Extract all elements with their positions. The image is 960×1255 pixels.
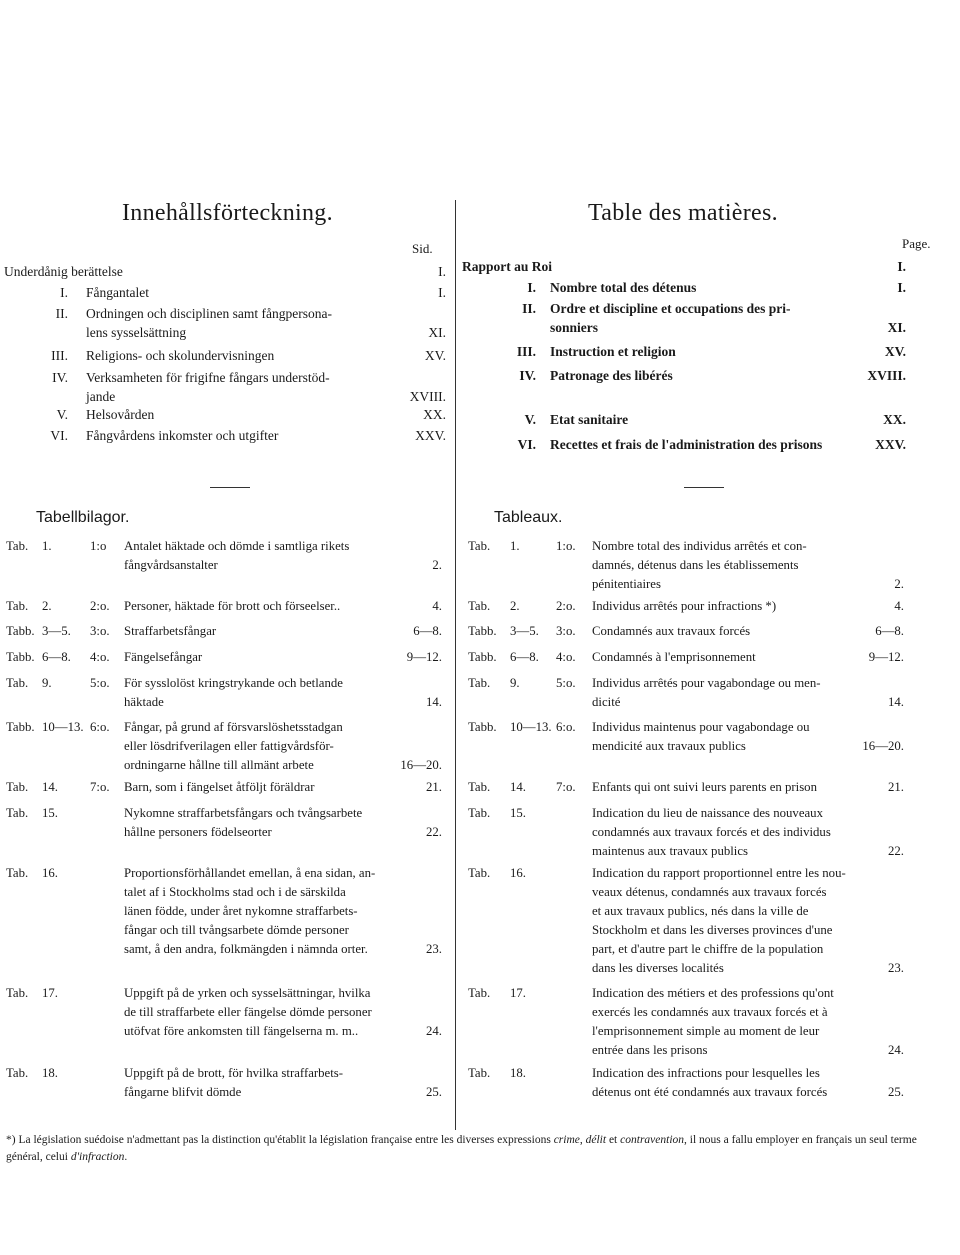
toc-entry-text <box>550 299 846 337</box>
table-entry-line: exercés les condamnés aux travaux forcés et à <box>592 1005 828 1019</box>
toc-entry <box>4 262 446 281</box>
table-entry <box>6 984 442 1041</box>
table-entry-label: Tab. <box>468 806 491 820</box>
table-entry-page: 24. <box>426 1024 442 1038</box>
toc-entry-line: Instruction et religion <box>550 344 676 359</box>
table-entry <box>468 718 904 756</box>
toc-entry-page: I. <box>438 264 446 279</box>
table-entry-line: fångar och till tvångsarbete dömde personer <box>124 923 349 937</box>
table-entry-ordinal: 6:o. <box>556 720 576 734</box>
footnote <box>6 1132 954 1166</box>
table-entry-page: 4. <box>432 599 442 613</box>
toc-entry <box>462 278 906 297</box>
table-entry-ordinal: 7:o. <box>90 780 110 794</box>
table-entry-line: dicité <box>592 695 621 709</box>
toc-entry-line: Etat sanitaire <box>550 412 629 427</box>
table-entry-label: Tab. <box>6 806 29 820</box>
toc-entry-text <box>550 366 846 385</box>
table-entry-line: Individus arrêtés pour vagabondage ou men- <box>592 676 821 690</box>
table-entry-description <box>124 597 392 616</box>
toc-entry-page: XI. <box>428 325 446 340</box>
toc-entry-number: II. <box>522 301 536 316</box>
table-entry-label: Tab. <box>468 780 491 794</box>
table-entry-label: Tab. <box>6 599 29 613</box>
toc-entry-text <box>86 283 386 302</box>
table-entry-description <box>592 984 860 1060</box>
table-entry-description <box>124 648 392 667</box>
table-entry-description <box>592 804 860 861</box>
toc-entry-number: VI. <box>517 437 536 452</box>
table-entry-page: 16—20. <box>862 739 904 753</box>
toc-entry-page: I. <box>438 285 446 300</box>
toc-entry-line: jande <box>86 389 116 404</box>
toc-entry-text <box>4 262 386 281</box>
table-entry-page: 23. <box>426 942 442 956</box>
table-entry-number: 9. <box>510 676 520 690</box>
table-entry-number: 1. <box>510 539 520 553</box>
toc-entry-number: V. <box>524 412 536 427</box>
table-entry-ordinal: 5:o. <box>556 676 576 690</box>
toc-entry-line: lens sysselsättning <box>86 325 187 340</box>
table-entry-line: de till straffarbete eller fängelse dömde personer <box>124 1005 372 1019</box>
table-entry-number: 6—8. <box>42 650 71 664</box>
table-entry-ordinal: 3:o. <box>90 624 110 638</box>
table-entry-description <box>124 804 392 842</box>
table-entry-number: 9. <box>42 676 52 690</box>
toc-entry-line: Nombre total des détenus <box>550 280 697 295</box>
toc-entry-line: Recettes et frais de l'administration des prisons <box>550 437 823 452</box>
table-entry-description <box>592 718 860 756</box>
table-entry-line: dans les diverses localités <box>592 961 724 975</box>
table-entry-line: För sysslolöst kringstrykande och betlande <box>124 676 343 690</box>
toc-entry-line: Underdånig berättelse <box>4 264 123 279</box>
table-entry <box>6 864 442 959</box>
table-entry-description <box>124 1064 392 1102</box>
table-entry-number: 18. <box>510 1066 526 1080</box>
toc-entry-page: XXV. <box>415 428 446 443</box>
table-entry-description <box>124 864 392 959</box>
table-entry-page: 22. <box>888 844 904 858</box>
table-entry-description <box>592 648 860 667</box>
table-entry <box>468 674 904 712</box>
table-entry-ordinal: 2:o. <box>556 599 576 613</box>
toc-entry-page: XX. <box>423 407 446 422</box>
table-entry <box>468 622 904 641</box>
table-entry <box>6 778 442 797</box>
table-entry-label: Tab. <box>468 866 491 880</box>
toc-entry-text <box>550 410 846 429</box>
table-entry-line: Individus maintenus pour vagabondage ou <box>592 720 810 734</box>
table-entry-number: 18. <box>42 1066 58 1080</box>
table-entry <box>468 804 904 861</box>
table-entry-line: pénitentiaires <box>592 577 661 591</box>
table-entry-number: 16. <box>42 866 58 880</box>
table-entry <box>6 622 442 641</box>
table-entry-label: Tab. <box>6 780 29 794</box>
table-entry-description <box>592 864 860 978</box>
toc-entry-line: Rapport au Roi <box>462 259 553 274</box>
toc-entry-number: II. <box>55 306 68 321</box>
table-entry-label: Tabb. <box>468 720 497 734</box>
table-entry-description <box>592 622 860 641</box>
table-entry <box>6 537 442 575</box>
footnote-text: . <box>124 1151 128 1163</box>
table-entry-line: entrée dans les prisons <box>592 1043 708 1057</box>
table-entry-line: Fångar, på grund af försvarslöshetsstadgan <box>124 720 343 734</box>
toc-entry <box>462 366 906 385</box>
table-entry-line: mendicité aux travaux publics <box>592 739 746 753</box>
table-entry-number: 16. <box>510 866 526 880</box>
column-divider <box>455 200 456 1130</box>
table-entry-line: Nykomne straffarbetsfångars och tvångsarbete <box>124 806 363 820</box>
table-entry-line: Personer, häktade för brott och förseelser.. <box>124 599 341 613</box>
table-entry-description <box>592 537 860 594</box>
table-entry-description <box>592 778 860 797</box>
table-entry-description <box>592 674 860 712</box>
toc-entry <box>4 368 446 406</box>
table-entry-line: Enfants qui ont suivi leurs parents en prison <box>592 780 817 794</box>
table-entry-line: Straffarbetsfångar <box>124 624 217 638</box>
table-entry-line: et aux travaux publics, nés dans la ville de <box>592 904 809 918</box>
table-entry-description <box>124 718 392 775</box>
table-entry-description <box>124 674 392 712</box>
toc-entry-page: XVIII. <box>409 389 446 404</box>
toc-entry-text <box>86 346 386 365</box>
table-entry-number: 3—5. <box>42 624 71 638</box>
toc-entry-line: Ordningen och disciplinen samt fångpersona- <box>86 306 332 321</box>
table-entry <box>468 778 904 797</box>
left-tables-header: Tabellbilagor. <box>36 509 130 526</box>
toc-entry-text <box>86 304 386 342</box>
table-entry-page: 2. <box>894 577 904 591</box>
table-entry <box>468 597 904 616</box>
table-entry-label: Tab. <box>468 1066 491 1080</box>
toc-entry-page: I. <box>897 280 906 295</box>
table-entry <box>6 1064 442 1102</box>
table-entry-line: maintenus aux travaux publics <box>592 844 749 858</box>
table-entry-number: 15. <box>510 806 526 820</box>
table-entry-line: fångarne blifvit dömde <box>124 1085 242 1099</box>
toc-entry-line: Helsovården <box>86 407 155 422</box>
toc-entry <box>462 435 906 454</box>
toc-entry <box>462 342 906 361</box>
table-entry-line: détenus ont été condamnés aux travaux forcés <box>592 1085 828 1099</box>
footnote-term: contravention <box>620 1134 685 1146</box>
table-entry-line: häktade <box>124 695 164 709</box>
table-entry-page: 25. <box>426 1085 442 1099</box>
table-entry <box>468 648 904 667</box>
table-entry-line: fångvårdsanstalter <box>124 558 218 572</box>
table-entry <box>6 648 442 667</box>
table-entry-line: länen födde, under året nykomne straffarbets- <box>124 904 358 918</box>
table-entry-description <box>124 537 392 575</box>
table-entry-number: 3—5. <box>510 624 539 638</box>
toc-entry-number: III. <box>516 344 536 359</box>
table-entry-label: Tab. <box>6 986 29 1000</box>
toc-entry-number: IV. <box>519 368 536 383</box>
table-entry-label: Tabb. <box>468 624 497 638</box>
table-entry-line: Barn, som i fängelset åtföljt föräldrar <box>124 780 315 794</box>
footnote-term: d'infraction <box>70 1151 125 1163</box>
table-entry-line: Antalet häktade och dömde i samtliga rikets <box>124 539 350 553</box>
table-entry-description <box>124 984 392 1041</box>
toc-entry-text <box>550 278 846 297</box>
toc-entry-line: Religions- och skolundervisningen <box>86 348 275 363</box>
table-entry-label: Tab. <box>468 539 491 553</box>
table-entry-number: 2. <box>510 599 520 613</box>
toc-entry-line: Patronage des libérés <box>550 368 673 383</box>
table-entry-line: ordningarne hållne till allmänt arbete <box>124 758 314 772</box>
table-entry-line: Condamnés à l'emprisonnement <box>592 650 756 664</box>
table-entry-line: Individus arrêtés pour infractions *) <box>592 599 777 613</box>
toc-entry-page: XVIII. <box>867 368 906 383</box>
toc-entry-line: Fångvårdens inkomster och utgifter <box>86 428 279 443</box>
toc-entry <box>4 426 446 445</box>
table-entry-line: damnés, détenus dans les établissements <box>592 558 799 572</box>
footnote-term: délit <box>585 1134 607 1146</box>
table-entry-page: 21. <box>888 780 904 794</box>
table-entry <box>6 597 442 616</box>
table-entry-label: Tabb. <box>468 650 497 664</box>
footnote-text: *) La législation suédoise n'admettant pas la distinction qu'établit la législation française entre les diverses expressions <box>6 1134 554 1146</box>
toc-entry-number: VI. <box>50 428 68 443</box>
table-entry-page: 24. <box>888 1043 904 1057</box>
table-entry-line: utöfvat före ankomsten till fängelserna m. m.. <box>124 1024 359 1038</box>
table-entry-line: samt, å den andra, folkmängden i nämnda orter. <box>124 942 368 956</box>
toc-entry-page: XV. <box>424 348 446 363</box>
table-entry-page: 14. <box>888 695 904 709</box>
toc-entry <box>462 410 906 429</box>
table-entry-line: Proportionsförhållandet emellan, å ena sidan, an- <box>124 866 376 880</box>
table-entry-page: 23. <box>888 961 904 975</box>
table-entry-page: 22. <box>426 825 442 839</box>
left-page-header: Sid. <box>412 241 433 256</box>
table-entry-label: Tab. <box>468 599 491 613</box>
table-entry-label: Tab. <box>6 866 29 880</box>
table-entry-page: 6—8. <box>875 624 904 638</box>
toc-entry <box>4 346 446 365</box>
toc-entry-number: I. <box>60 285 68 300</box>
footnote-text: et <box>606 1134 621 1146</box>
toc-entry-number: V. <box>56 407 68 422</box>
table-entry-line: veaux détenus, condamnés aux travaux forcés <box>592 885 827 899</box>
table-entry <box>6 674 442 712</box>
toc-entry-page: XV. <box>884 344 906 359</box>
table-entry-line: part, et d'autre part le chiffre de la population <box>592 942 824 956</box>
table-entry-description <box>124 622 392 641</box>
table-entry-page: 2. <box>432 558 442 572</box>
table-entry-line: Uppgift på de brott, för hvilka straffarbets- <box>124 1066 344 1080</box>
table-entry-description <box>592 597 860 616</box>
footnote-text: , il nous a fallu employer en français un seul terme général, celui <box>6 1134 917 1163</box>
table-entry-label: Tab. <box>6 1066 29 1080</box>
table-entry-number: 10—13. <box>42 720 84 734</box>
toc-entry-text <box>462 257 846 276</box>
table-entry <box>468 537 904 594</box>
table-entry <box>6 804 442 842</box>
toc-entry-text <box>550 435 846 454</box>
table-entry-number: 2. <box>42 599 52 613</box>
table-entry-description <box>124 778 392 797</box>
table-entry-label: Tabb. <box>6 650 35 664</box>
table-entry-page: 25. <box>888 1085 904 1099</box>
table-entry-line: Uppgift på de yrken och sysselsättningar, hvilka <box>124 986 371 1000</box>
table-entry-page: 9—12. <box>406 650 442 664</box>
toc-entry-page: XI. <box>887 320 906 335</box>
table-entry-line: Indication des infractions pour lesquelles les <box>592 1066 820 1080</box>
table-entry-description <box>592 1064 860 1102</box>
table-entry-line: Stockholm et dans les diverses provinces d'une <box>592 923 833 937</box>
table-entry-line: Condamnés aux travaux forcés <box>592 624 751 638</box>
table-entry-ordinal: 1:o. <box>556 539 576 553</box>
table-entry-ordinal: 4:o. <box>556 650 576 664</box>
table-entry-label: Tab. <box>468 986 491 1000</box>
toc-entry-text <box>550 342 846 361</box>
table-entry <box>6 718 442 775</box>
table-entry-ordinal: 5:o. <box>90 676 110 690</box>
toc-entry-number: I. <box>527 280 536 295</box>
toc-entry <box>4 304 446 342</box>
table-entry-label: Tab. <box>6 539 29 553</box>
toc-entry-line: Fångantalet <box>86 285 149 300</box>
table-entry-page: 16—20. <box>400 758 442 772</box>
table-entry-number: 1. <box>42 539 52 553</box>
toc-entry-line: Verksamheten för frigifne fångars understöd- <box>86 370 330 385</box>
table-entry <box>468 984 904 1060</box>
right-title: Table des matières. <box>588 200 778 226</box>
table-entry-line: Nombre total des individus arrêtés et con- <box>592 539 807 553</box>
toc-entry-page: XX. <box>883 412 906 427</box>
toc-entry-line: sonniers <box>550 320 599 335</box>
table-entry-line: condamnés aux travaux forcés et des individus <box>592 825 831 839</box>
table-entry-label: Tabb. <box>6 720 35 734</box>
toc-entry <box>462 257 906 276</box>
table-entry-page: 6—8. <box>413 624 442 638</box>
toc-entry-number: III. <box>51 348 68 363</box>
table-entry-page: 9—12. <box>868 650 904 664</box>
toc-entry-number: IV. <box>52 370 68 385</box>
table-entry-line: hållne personers födelseorter <box>124 825 272 839</box>
table-entry-number: 14. <box>42 780 58 794</box>
table-entry-number: 14. <box>510 780 526 794</box>
table-entry-ordinal: 4:o. <box>90 650 110 664</box>
footnote-term: crime <box>553 1134 580 1146</box>
right-page-header: Page. <box>902 236 931 251</box>
table-entry-line: Indication des métiers et des professions qu'ont <box>592 986 834 1000</box>
table-entry-number: 15. <box>42 806 58 820</box>
section-rule <box>210 487 250 488</box>
table-entry <box>468 1064 904 1102</box>
toc-entry-line: Ordre et discipline et occupations des pri- <box>550 301 791 316</box>
toc-entry-text <box>86 405 386 424</box>
toc-entry-page: XXV. <box>875 437 906 452</box>
toc-entry-text <box>86 426 386 445</box>
table-entry-line: Indication du lieu de naissance des nouveaux <box>592 806 823 820</box>
toc-entry <box>4 283 446 302</box>
table-entry-label: Tab. <box>6 676 29 690</box>
table-entry-number: 17. <box>42 986 58 1000</box>
left-title: Innehållsförteckning. <box>122 200 333 226</box>
table-entry-label: Tab. <box>468 676 491 690</box>
toc-entry <box>462 299 906 337</box>
right-tables-header: Tableaux. <box>494 509 563 526</box>
table-entry-line: talet af i Stockholms stad och i de särskilda <box>124 885 346 899</box>
table-entry <box>468 864 904 978</box>
table-entry-page: 14. <box>426 695 442 709</box>
table-entry-line: l'emprisonnement simple au moment de leur <box>592 1024 820 1038</box>
table-entry-number: 6—8. <box>510 650 539 664</box>
toc-entry <box>4 405 446 424</box>
table-entry-line: Indication du rapport proportionnel entre les nou- <box>592 866 846 880</box>
table-entry-number: 10—13. <box>510 720 552 734</box>
section-rule <box>684 487 724 488</box>
table-entry-line: Fängelsefångar <box>124 650 203 664</box>
table-entry-ordinal: 6:o. <box>90 720 110 734</box>
table-entry-ordinal: 2:o. <box>90 599 110 613</box>
footnote-text: , <box>579 1134 586 1146</box>
toc-entry-page: I. <box>897 259 906 274</box>
toc-entry-text <box>86 368 386 406</box>
table-entry-page: 21. <box>426 780 442 794</box>
table-entry-line: eller lösdrifverilagen eller fattigvårdsför- <box>124 739 334 753</box>
table-entry-ordinal: 3:o. <box>556 624 576 638</box>
table-entry-number: 17. <box>510 986 526 1000</box>
table-entry-ordinal: 7:o. <box>556 780 576 794</box>
table-entry-ordinal: 1:o <box>90 539 107 553</box>
table-entry-label: Tabb. <box>6 624 35 638</box>
table-entry-page: 4. <box>894 599 904 613</box>
